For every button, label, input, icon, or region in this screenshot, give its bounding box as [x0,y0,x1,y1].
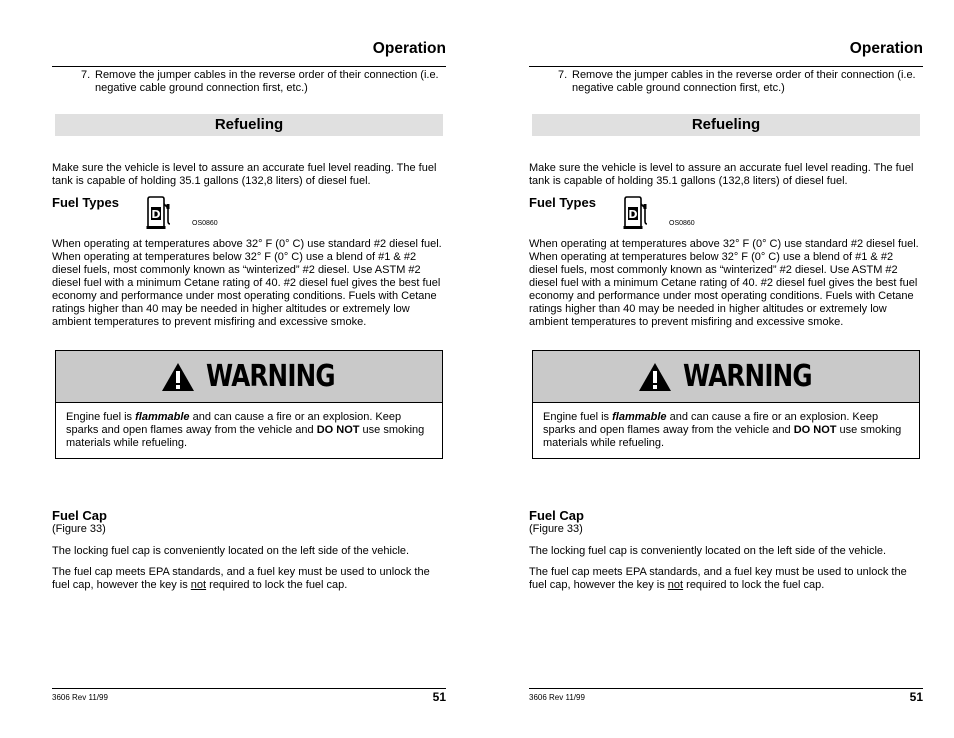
step-text: Remove the jumper cables in the reverse order of their connection (i.e. negative cable ground connection first, etc.) [95,69,439,94]
footer-revision: 3606 Rev 11/99 [52,693,108,702]
fuel-cap-heading: Fuel Cap [52,508,107,523]
header-rule [529,66,923,67]
footer-rule [529,688,923,689]
fuel-cap-heading: Fuel Cap [529,508,584,523]
figure-reference: (Figure 33) [52,523,106,535]
page-header: Operation [849,40,923,57]
warning-triangle-icon [638,362,672,392]
figure-reference: (Figure 33) [529,523,583,535]
section-title-refueling: Refueling [55,114,443,136]
footer-page-number: 51 [909,690,923,704]
warning-label: WARNING [683,359,812,394]
warning-label: WARNING [206,359,335,394]
fuel-pump-diesel-icon [146,196,172,230]
fuel-cap-para-1: The locking fuel cap is conveniently located on the left side of the vehicle. [52,545,410,557]
warning-box [532,350,920,459]
footer-rule [52,688,446,689]
manual-page-right [529,0,921,738]
fuel-types-text: When operating at temperatures above 32° F (0° C) use standard #2 diesel fuel. When operating at temperatures below 32° F (0° C) use a blend of #1 & #2 diesel fuels, most commonly known as “winterized” #2 diesel. Use ASTM #2 diesel fuel with a minimum Cetane rating of 40. #2 diesel fuel gives the best fuel economy and performance under most operating conditions. Fuels with Cetane ratings higher than 40 may be needed in higher altitudes or extremely low ambient temperatures to prevent misfiring and excessive smoke. [52,238,442,328]
refueling-intro: Make sure the vehicle is level to assure an accurate fuel level reading. The fuel tank is capable of holding 35.1 gallons (132,8 liters) of diesel fuel. [529,162,914,187]
header-rule [52,66,446,67]
warning-header [533,351,919,403]
fuel-types-heading: Fuel Types [529,195,596,210]
section-title-refueling: Refueling [532,114,920,136]
manual-page-left [52,0,444,738]
warning-triangle-icon [161,362,195,392]
fuel-pump-diesel-icon [623,196,649,230]
fuel-types-heading: Fuel Types [52,195,119,210]
svg-text:D: D [628,208,638,221]
icon-reference-code: OS0860 [669,220,695,227]
footer-page-number: 51 [432,690,446,704]
step-number: 7. [558,69,568,81]
page-header: Operation [372,40,446,57]
fuel-cap-para-2: The fuel cap meets EPA standards, and a fuel key must be used to unlock the fuel cap, however the key is not required to lock the fuel cap. [529,566,907,591]
warning-box [55,350,443,459]
fuel-cap-para-2: The fuel cap meets EPA standards, and a fuel key must be used to unlock the fuel cap, however the key is not required to lock the fuel cap. [52,566,430,591]
fuel-types-text: When operating at temperatures above 32° F (0° C) use standard #2 diesel fuel. When operating at temperatures below 32° F (0° C) use a blend of #1 & #2 diesel fuels, most commonly known as “winterized” #2 diesel. Use ASTM #2 diesel fuel with a minimum Cetane rating of 40. #2 diesel fuel gives the best fuel economy and performance under most operating conditions. Fuels with Cetane ratings higher than 40 may be needed in higher altitudes or extremely low ambient temperatures to prevent misfiring and excessive smoke. [529,238,919,328]
footer-revision: 3606 Rev 11/99 [529,693,585,702]
fuel-cap-para-1: The locking fuel cap is conveniently located on the left side of the vehicle. [529,545,887,557]
icon-reference-code: OS0860 [192,220,218,227]
svg-text:D: D [151,208,161,221]
step-text: Remove the jumper cables in the reverse order of their connection (i.e. negative cable ground connection first, etc.) [572,69,916,94]
warning-text: Engine fuel is flammable and can cause a fire or an explosion. Keep sparks and open flames away from the vehicle and DO NOT use smoking materials while refueling. [543,411,902,449]
refueling-intro: Make sure the vehicle is level to assure an accurate fuel level reading. The fuel tank is capable of holding 35.1 gallons (132,8 liters) of diesel fuel. [52,162,437,187]
warning-header [56,351,442,403]
step-number: 7. [81,69,91,81]
warning-text: Engine fuel is flammable and can cause a fire or an explosion. Keep sparks and open flames away from the vehicle and DO NOT use smoking materials while refueling. [66,411,425,449]
